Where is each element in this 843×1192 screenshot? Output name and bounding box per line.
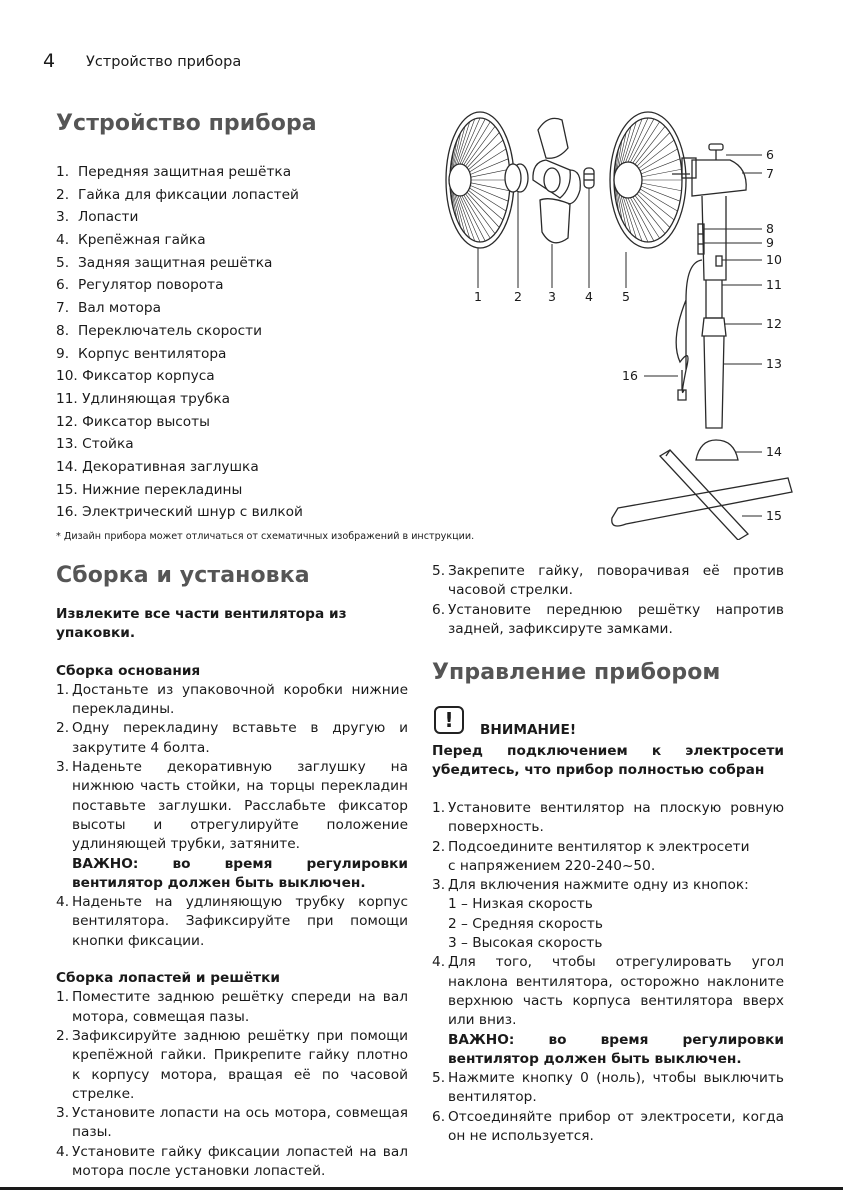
list-item: 1. Достаньте из упаковочной коробки нижние перекладины.	[56, 681, 408, 718]
callout-4: 4	[585, 289, 593, 304]
warning-label: ВНИМАНИЕ!	[480, 722, 577, 738]
callout-7: 7	[766, 166, 774, 181]
callout-9: 9	[766, 235, 774, 250]
control-section-title: Управление прибором	[432, 660, 721, 685]
callout-15: 15	[766, 508, 782, 523]
callout-13: 13	[766, 356, 782, 371]
warning-icon: !	[434, 706, 464, 734]
page-number: 4	[43, 50, 56, 72]
list-item: 2. Одну перекладину вставьте в другую и закрутите 4 болта.	[56, 720, 408, 756]
list-item: 7. Вал мотора	[56, 300, 162, 317]
fan-exploded-diagram	[430, 100, 810, 540]
list-item: 3. Лопасти	[56, 209, 139, 226]
list-item: 1. Установите вентилятор на плоскую ровную поверхность.	[432, 800, 784, 836]
list-item: 1. Передняя защитная решётка	[56, 164, 292, 180]
list-item: 3. Для включения нажмите одну из кнопок:	[432, 877, 749, 894]
list-item: 6. Установите переднюю решётку напротив задней, зафиксируте замками.	[432, 601, 784, 637]
list-item: 6. Отсоединяйте прибор от электросети, когда он не используется.	[432, 1108, 784, 1145]
assembly-right-column	[432, 562, 784, 639]
callout-2: 2	[514, 289, 522, 304]
list-item: 11. Удлиняющая трубка	[56, 390, 231, 407]
list-item: 6. Регулятор поворота	[56, 277, 224, 294]
parts-list	[56, 161, 303, 524]
list-item: 5. Задняя защитная решётка	[56, 254, 273, 271]
control-steps	[432, 799, 784, 1146]
base-assembly-heading: Сборка основания	[56, 662, 201, 679]
list-item: 14. Декоративная заглушка	[56, 458, 259, 475]
list-item: 8. Переключатель скорости	[56, 322, 263, 339]
front-grille-drawing	[446, 112, 514, 248]
list-item: 4. Для того, чтобы отрегулировать угол наклона вентилятора, осторожно наклоните верхнюю часть корпуса вентилятора вверх или вниз.	[432, 954, 784, 1029]
list-item: 2. Зафиксируйте заднюю решётку при помощи крепёжной гайки. Прикрепите гайку плотно к корпусу мотора, вращая её по часовой стрелке.	[56, 1027, 408, 1102]
unpack-instruction: Извлеките все части вентилятора из упаковки.	[56, 606, 347, 642]
callout-8: 8	[766, 221, 774, 236]
callout-14: 14	[766, 444, 782, 459]
fixing-nut-drawing	[584, 168, 594, 188]
list-item: 16. Электрический шнур с вилкой	[56, 504, 303, 521]
bottom-rule	[0, 1187, 843, 1190]
list-item: 12. Фиксатор высоты	[56, 413, 210, 430]
callout-10: 10	[766, 252, 782, 267]
list-item: 4. Крепёжная гайка	[56, 232, 206, 249]
callout-12: 12	[766, 316, 782, 331]
list-item: 2. Гайка для фиксации лопастей	[56, 186, 299, 203]
blades-drawing	[533, 118, 580, 242]
speed-option: 1 – Низкая скорость	[448, 896, 593, 913]
list-item: 3. Установите лопасти на ось мотора, совмещая пазы.	[56, 1105, 408, 1141]
callout-11: 11	[766, 277, 782, 292]
warning-text: Перед подключением к электросети убедитесь, что прибор полностью собран	[432, 743, 784, 779]
blades-assembly-heading: Сборка лопастей и решётки	[56, 970, 280, 987]
list-item: 4. Установите гайку фиксации лопастей на вал мотора после установки лопастей.	[56, 1143, 408, 1180]
callout-5: 5	[622, 289, 630, 304]
rear-grille-drawing	[610, 112, 686, 248]
callout-1: 1	[474, 289, 482, 304]
assembly-section-title: Сборка и установка	[56, 563, 310, 588]
list-item: 4. Наденьте на удлиняющую трубку корпус вентилятора. Зафиксируйте при помощи кнопки фиксации.	[56, 894, 408, 949]
list-item: 13. Стойка	[56, 436, 134, 453]
callout-16: 16	[622, 368, 638, 383]
speed-option: 2 – Средняя скорость	[448, 915, 603, 932]
device-section-title: Устройство прибора	[56, 111, 317, 136]
list-item: 15. Нижние перекладины	[56, 481, 243, 498]
assembly-left-column	[56, 605, 408, 1181]
important-note: ВАЖНО: во время регулировки вентилятор должен быть выключен.	[72, 855, 408, 891]
list-item: 10. Фиксатор корпуса	[56, 368, 215, 385]
list-item: 9. Корпус вентилятора	[56, 345, 227, 362]
callout-6: 6	[766, 147, 774, 162]
blade-nut-drawing	[505, 164, 528, 192]
list-item: 5. Нажмите кнопку 0 (ноль), чтобы выключить вентилятор.	[432, 1070, 784, 1106]
running-header: Устройство прибора	[86, 54, 242, 70]
list-item: 1. Поместите заднюю решётку спереди на вал мотора, совмещая пазы.	[56, 989, 408, 1025]
list-item: 5. Закрепите гайку, поворачивая её против часовой стрелки.	[432, 563, 784, 599]
stand-drawing	[612, 196, 792, 540]
callout-3: 3	[548, 289, 556, 304]
important-note: ВАЖНО: во время регулировки вентилятор должен быть выключен.	[448, 1031, 784, 1067]
speed-option: 3 – Высокая скорость	[448, 935, 603, 952]
list-item: 3. Наденьте декоративную заглушку на нижнюю часть стойки, на торцы перекладин поставьте заглушки. Расслабьте фиксатор высоты и отрегулируйте положение удлиняющей трубки, затяните.	[56, 759, 408, 853]
list-item: с напряжением 220-240~50.	[448, 857, 656, 874]
list-item: 2. Подсоедините вентилятор к электросети	[432, 838, 750, 855]
design-footnote: * Дизайн прибора может отличаться от схематичных изображений в инструкции.	[56, 531, 475, 542]
